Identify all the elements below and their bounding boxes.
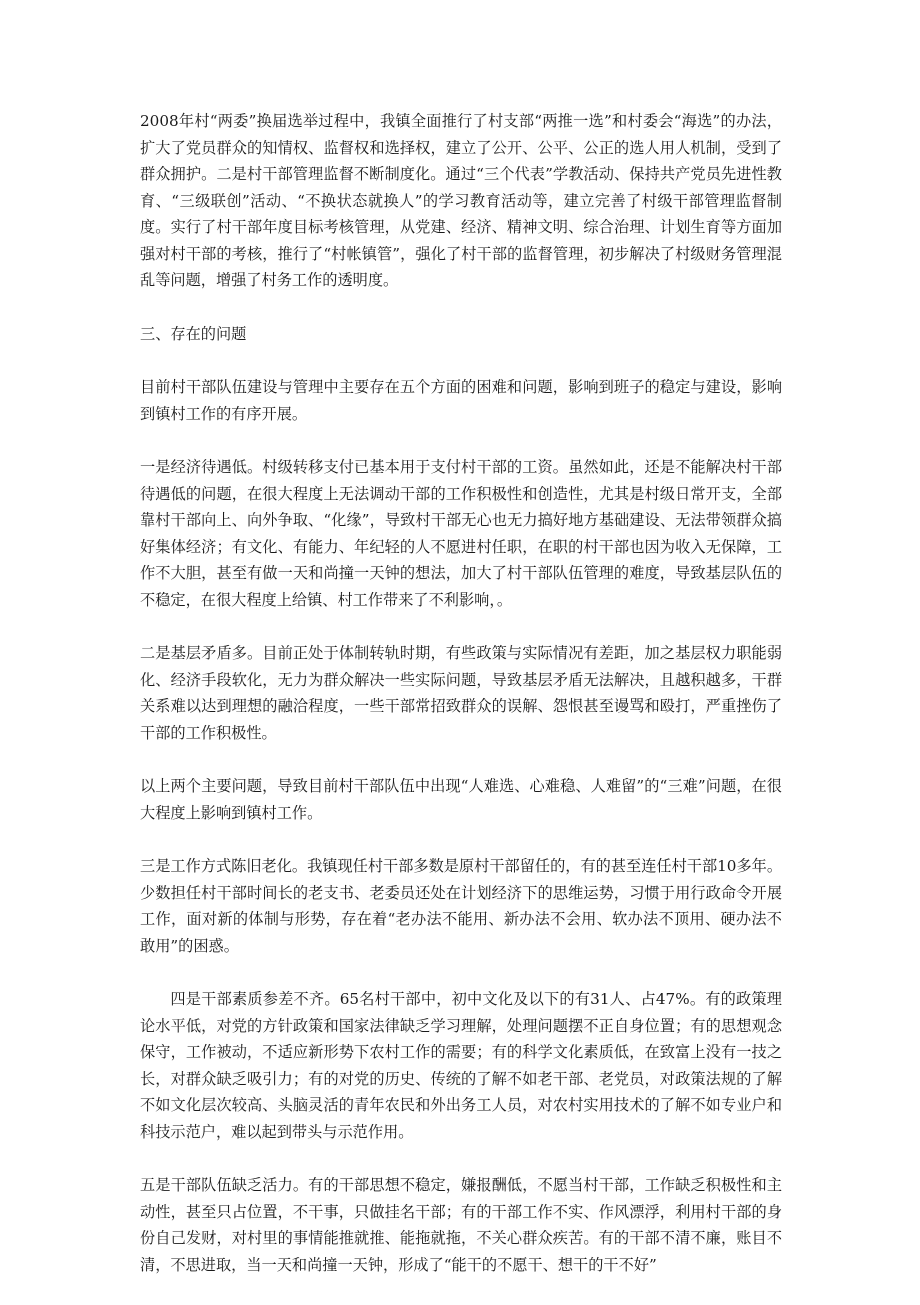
- document-body: [140, 108, 782, 1305]
- paragraph-election-and-supervision: 2008年村“两委”换届选举过程中，我镇全面推行了村支部“两推一选”和村委会“海选”的办法，扩大了党员群众的知情权、监督权和选择权，建立了公开、公平、公正的选人用人机制，受到了群众拥护。二是村干部管理监督不断制度化。通过“三个代表”学教活动、保持共产党员先进性教育、“三级联创”活动、“不换状态就换人”的学习教育活动等，建立完善了村级干部管理监督制度。实行了村干部年度目标考核管理，从党建、经济、精神文明、综合治理、计划生育等方面加强对村干部的考核，推行了“村帐镇管”，强化了村干部的监督管理，初步解决了村级财务管理混乱等问题，增强了村务工作的透明度。: [140, 112, 782, 289]
- paragraph-grassroots-conflicts: 二是基层矛盾多。目前正处于体制转轨时期，有些政策与实际情况有差距，加之基层权力职能弱化、经济手段软化，无力为群众解决一些实际问题，导致基层矛盾无法解决，且越积越多，干群关系难以达到理想的融洽程度，一些干部常招致群众的误解、怨恨甚至谩骂和殴打，严重挫伤了干部的工作积极性。: [140, 644, 782, 742]
- paragraph-three-difficulties: 以上两个主要问题，导致目前村干部队伍中出现“人难选、心难稳、人难留”的“三难”问题，在很大程度上影响到镇村工作。: [140, 777, 782, 822]
- paragraph-outdated-work-methods: 三是工作方式陈旧老化。我镇现任村干部多数是原村干部留任的，有的甚至连任村干部10多年。少数担任村干部时间长的老支书、老委员还处在计划经济下的思维运势，习惯于用行政命令开展工作，面对新的体制与形势，存在着“老办法不能用、新办法不会用、软办法不顶用、硬办法不敢用”的困惑。: [140, 857, 783, 955]
- section-heading-existing-problems: 三、存在的问题: [140, 324, 247, 343]
- paragraph-low-economic-pay: 一是经济待遇低。村级转移支付已基本用于支付村干部的工资。虽然如此，还是不能解决村干部待遇低的问题，在很大程度上无法调动干部的工作积极性和创造性，尤其是村级日常开支，全部靠村干部向上、向外争取、“化缘”，导致村干部无心也无力搞好地方基础建设、无法带领群众搞好集体经济；有文化、有能力、年纪轻的人不愿进村任职，在职的村干部也因为收入无保障，工作不大胆，甚至有做一天和尚撞一天钟的想法，加大了村干部队伍管理的难度，导致基层队伍的不稳定，在很大程度上给镇、村工作带来了不利影响，。: [140, 458, 782, 609]
- paragraph-lack-of-vitality: 五是干部队伍缺乏活力。有的干部思想不稳定，嫌报酬低，不愿当村干部，工作缺乏积极性和主动性，甚至只占位置，不干事，只做挂名干部；有的干部工作不实、作风漂浮，利用村干部的身份自己发财，对村里的事情能推就推、能拖就拖，不关心群众疾苦。有的干部不清不廉，账目不清，不思进取，当一天和尚撞一天钟，形成了“能干的不愿干、想干的干不好”: [140, 1176, 782, 1274]
- paragraph-uneven-cadre-quality: 四是干部素质参差不齐。65名村干部中，初中文化及以下的有31人、占47%。有的政策理论水平低，对党的方针政策和国家法律缺乏学习理解，处理问题摆不正自身位置；有的思想观念保守，工作被动，不适应新形势下农村工作的需要；有的科学文化素质低，在致富上没有一技之长，对群众缺乏吸引力；有的对党的历史、传统的了解不如老干部、老党员，对政策法规的了解不如文化层次较高、头脑灵活的青年农民和外出务工人员，对农村实用技术的了解不如专业户和科技示范户，难以起到带头与示范作用。: [140, 990, 782, 1141]
- paragraph-problems-intro: 目前村干部队伍建设与管理中主要存在五个方面的困难和问题，影响到班子的稳定与建设，影响到镇村工作的有序开展。: [140, 378, 782, 423]
